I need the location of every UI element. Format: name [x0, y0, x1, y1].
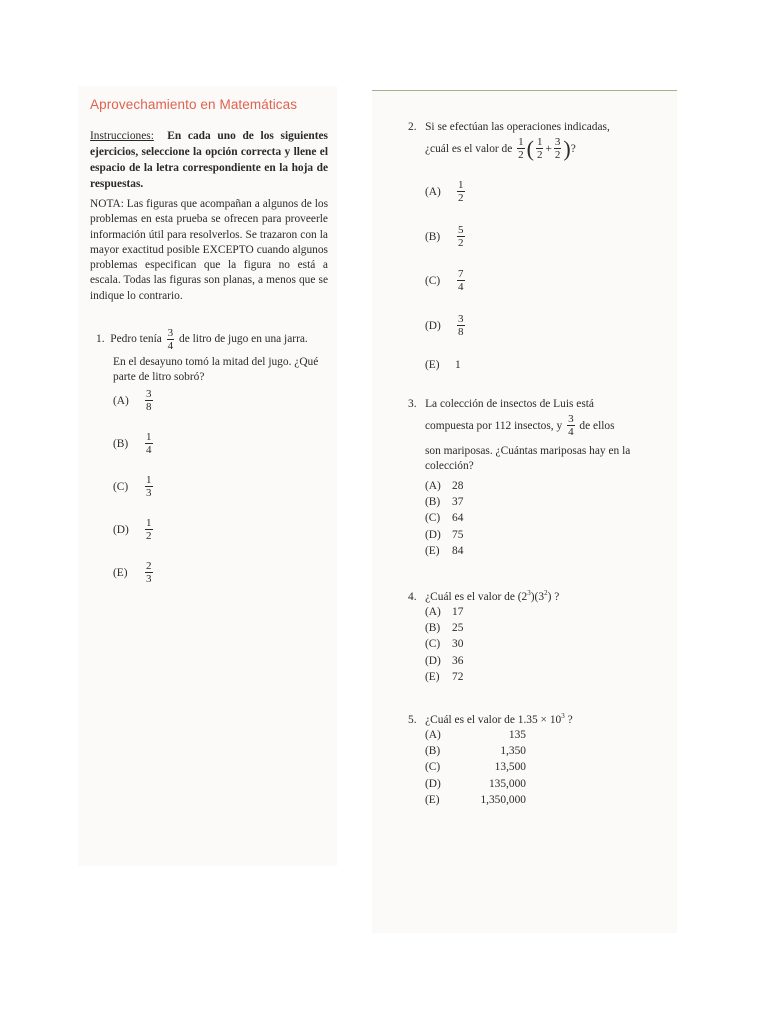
option-value: 17 — [452, 606, 464, 618]
fraction-denominator: 8 — [146, 401, 152, 413]
fraction-numerator: 3 — [458, 313, 464, 325]
fraction-denominator: 4 — [568, 426, 574, 438]
fraction-denominator: 2 — [458, 192, 464, 204]
q4-option-b[interactable] — [425, 620, 463, 636]
option-value: 1 — [455, 359, 461, 371]
question-text: compuesta por 112 insectos, y — [425, 419, 563, 432]
option-label: (B) — [425, 745, 441, 758]
q2-option-e[interactable] — [425, 359, 461, 371]
option-label: (B) — [425, 230, 441, 243]
fraction — [145, 388, 153, 413]
q3-options — [425, 478, 463, 559]
q5-option-b[interactable] — [425, 743, 526, 759]
q4-option-a[interactable] — [425, 604, 463, 620]
question-3-line3: son mariposas. ¿Cuántas mariposas hay en la — [425, 445, 631, 457]
question-text: )(3 — [530, 590, 545, 603]
fraction — [145, 474, 153, 499]
question-mark: ? — [570, 142, 576, 155]
q4-option-c[interactable] — [425, 636, 463, 652]
q3-option-e[interactable] — [425, 543, 463, 559]
exponent: 3 — [561, 712, 565, 720]
question-4-line1 — [408, 585, 559, 605]
question-number: 1. — [96, 333, 105, 346]
q5-option-e[interactable] — [425, 792, 526, 808]
fraction — [554, 136, 562, 161]
question-text: ? — [564, 713, 573, 726]
fraction-denominator: 2 — [554, 149, 561, 161]
left-paren: ( — [526, 135, 534, 161]
fraction-denominator: 4 — [146, 444, 152, 456]
instructions-label: Instrucciones: — [90, 130, 154, 142]
option-label: (B) — [425, 496, 441, 509]
q5-option-a[interactable] — [425, 727, 526, 743]
option-value: 64 — [452, 512, 464, 525]
option-value: 28 — [452, 480, 464, 492]
fraction-numerator: 3 — [554, 136, 561, 148]
option-label: (E) — [425, 359, 440, 371]
question-2-line1 — [408, 119, 610, 135]
q3-option-b[interactable] — [425, 494, 463, 510]
question-3-line4: colección? — [425, 460, 474, 472]
question-text: ¿Cuál es el valor de 1.35 × 10 — [425, 713, 562, 726]
right-paren: ) — [563, 135, 571, 161]
question-text: La colección de insectos de Luis está — [425, 398, 594, 410]
option-label: (C) — [425, 638, 441, 651]
option-label: (E) — [425, 544, 440, 557]
q3-option-c[interactable] — [425, 510, 463, 526]
question-text: Si se efectúan las operaciones indicadas, — [425, 121, 610, 133]
q2-option-c[interactable] — [425, 268, 467, 293]
option-value: 1,350,000 — [480, 793, 526, 806]
q5-options — [425, 727, 526, 808]
fraction-denominator: 3 — [146, 487, 152, 499]
question-text: de litro de jugo en una jarra. — [179, 333, 308, 346]
note-paragraph: NOTA: Las figuras que acompañan a algunos de los problemas en esta prueba se ofrecen para proveerle información útil para resolverlos. Se trazaron con la mayor exactitud posible EXCEPTO cuando algunos problemas especifican que la figura no está a escala. Todas las figuras son planas, a menos que se indique lo contrario. — [90, 198, 328, 302]
q1-option-c[interactable] — [113, 474, 155, 499]
fraction — [457, 224, 465, 249]
fraction — [457, 313, 465, 338]
question-number: 4. — [408, 590, 417, 603]
question-1-line2: En el desayuno tomó la mitad del jugo. ¿Qué — [113, 356, 319, 368]
option-label: (D) — [425, 654, 441, 667]
option-value: 84 — [452, 544, 464, 557]
option-label: (D) — [425, 528, 441, 541]
fraction — [145, 517, 153, 542]
fraction-numerator: 3 — [146, 388, 152, 400]
q5-option-d[interactable] — [425, 776, 526, 792]
option-label: (A) — [425, 729, 441, 741]
q2-option-a[interactable] — [425, 179, 467, 204]
question-number: 2. — [408, 121, 417, 133]
fraction-numerator: 1 — [518, 136, 524, 148]
fraction — [567, 413, 575, 438]
exponent: 2 — [544, 589, 548, 597]
instructions-text: En cada uno de los siguientes ejercicios, seleccione la opción correcta y llene el espacio de la letra correspondiente en la hoja de respuestas. — [90, 130, 328, 190]
option-value: 72 — [452, 670, 464, 683]
option-value: 135,000 — [488, 777, 526, 790]
fraction — [457, 268, 465, 293]
fraction — [145, 431, 153, 456]
option-label: (C) — [113, 480, 129, 493]
option-label: (A) — [113, 394, 129, 407]
question-1-line1 — [96, 327, 308, 352]
q3-option-a[interactable] — [425, 478, 463, 494]
question-number: 5. — [408, 713, 417, 726]
q4-options — [425, 604, 463, 685]
option-value: 135 — [508, 729, 526, 741]
option-value: 13,500 — [494, 761, 526, 774]
q1-option-b[interactable] — [113, 431, 155, 456]
fraction-numerator: 1 — [146, 517, 152, 529]
question-text: Pedro tenía — [110, 333, 162, 346]
question-text: ) ? — [547, 590, 560, 603]
question-text: ¿cuál es el valor de — [425, 142, 513, 155]
option-label: (A) — [425, 185, 441, 198]
option-label: (D) — [425, 777, 441, 790]
question-text: de ellos — [579, 419, 615, 432]
fraction-denominator: 2 — [146, 530, 152, 542]
fraction-numerator: 1 — [458, 179, 464, 191]
fraction-numerator: 1 — [146, 431, 152, 443]
option-label: (A) — [425, 606, 441, 618]
instructions — [90, 128, 328, 192]
plus-sign: + — [545, 142, 552, 155]
option-value: 37 — [452, 496, 464, 509]
page-title: Aprovechamiento en Matemáticas — [90, 97, 298, 112]
option-value: 25 — [452, 622, 464, 635]
q1-option-e[interactable] — [113, 560, 155, 585]
fraction-numerator: 5 — [458, 224, 464, 236]
option-label: (C) — [425, 512, 441, 525]
option-label: (E) — [425, 670, 440, 683]
fraction-denominator: 4 — [458, 281, 464, 293]
fraction — [457, 179, 465, 204]
question-1-line3: parte de litro sobró? — [113, 371, 205, 383]
fraction — [145, 560, 153, 585]
q4-option-d[interactable] — [425, 653, 463, 669]
option-label: (A) — [425, 480, 441, 492]
option-label: (B) — [425, 622, 441, 635]
question-5-line1 — [408, 708, 573, 728]
fraction-denominator: 2 — [518, 149, 524, 161]
q2-option-b[interactable] — [425, 224, 467, 249]
fraction-numerator: 7 — [458, 268, 464, 280]
fraction-numerator: 1 — [536, 136, 543, 148]
fraction-denominator: 2 — [458, 237, 464, 249]
option-label: (D) — [425, 319, 441, 332]
question-3-line2 — [425, 413, 615, 438]
fraction-denominator: 4 — [167, 340, 174, 352]
fraction — [167, 327, 175, 352]
question-number: 3. — [408, 398, 417, 410]
q3-option-d[interactable] — [425, 527, 463, 543]
q5-option-c[interactable] — [425, 759, 526, 775]
question-text: ¿Cuál es el valor de (2 — [425, 590, 528, 603]
option-label: (E) — [113, 566, 128, 579]
fraction-numerator: 2 — [146, 560, 152, 572]
option-label: (C) — [425, 274, 441, 287]
option-value: 75 — [452, 528, 464, 541]
fraction-numerator: 3 — [167, 327, 174, 339]
option-value: 1,350 — [500, 745, 526, 758]
option-label: (C) — [425, 761, 441, 774]
fraction — [517, 136, 525, 161]
fraction-denominator: 8 — [458, 326, 464, 338]
fraction — [536, 136, 544, 161]
option-label: (D) — [113, 523, 129, 536]
option-label: (E) — [425, 793, 440, 806]
exponent: 3 — [527, 589, 531, 597]
fraction-numerator: 1 — [146, 474, 152, 486]
fraction-denominator: 3 — [146, 573, 152, 585]
q1-option-a[interactable] — [113, 388, 155, 413]
option-label: (B) — [113, 437, 129, 450]
question-2-expression — [425, 136, 576, 161]
option-value: 30 — [452, 638, 464, 651]
option-value: 36 — [452, 654, 464, 667]
fraction-numerator: 3 — [568, 413, 574, 425]
q2-option-d[interactable] — [425, 313, 467, 338]
fraction-denominator: 2 — [536, 149, 543, 161]
q1-option-d[interactable] — [113, 517, 155, 542]
q4-option-e[interactable] — [425, 669, 463, 685]
question-3-line1 — [408, 396, 594, 412]
